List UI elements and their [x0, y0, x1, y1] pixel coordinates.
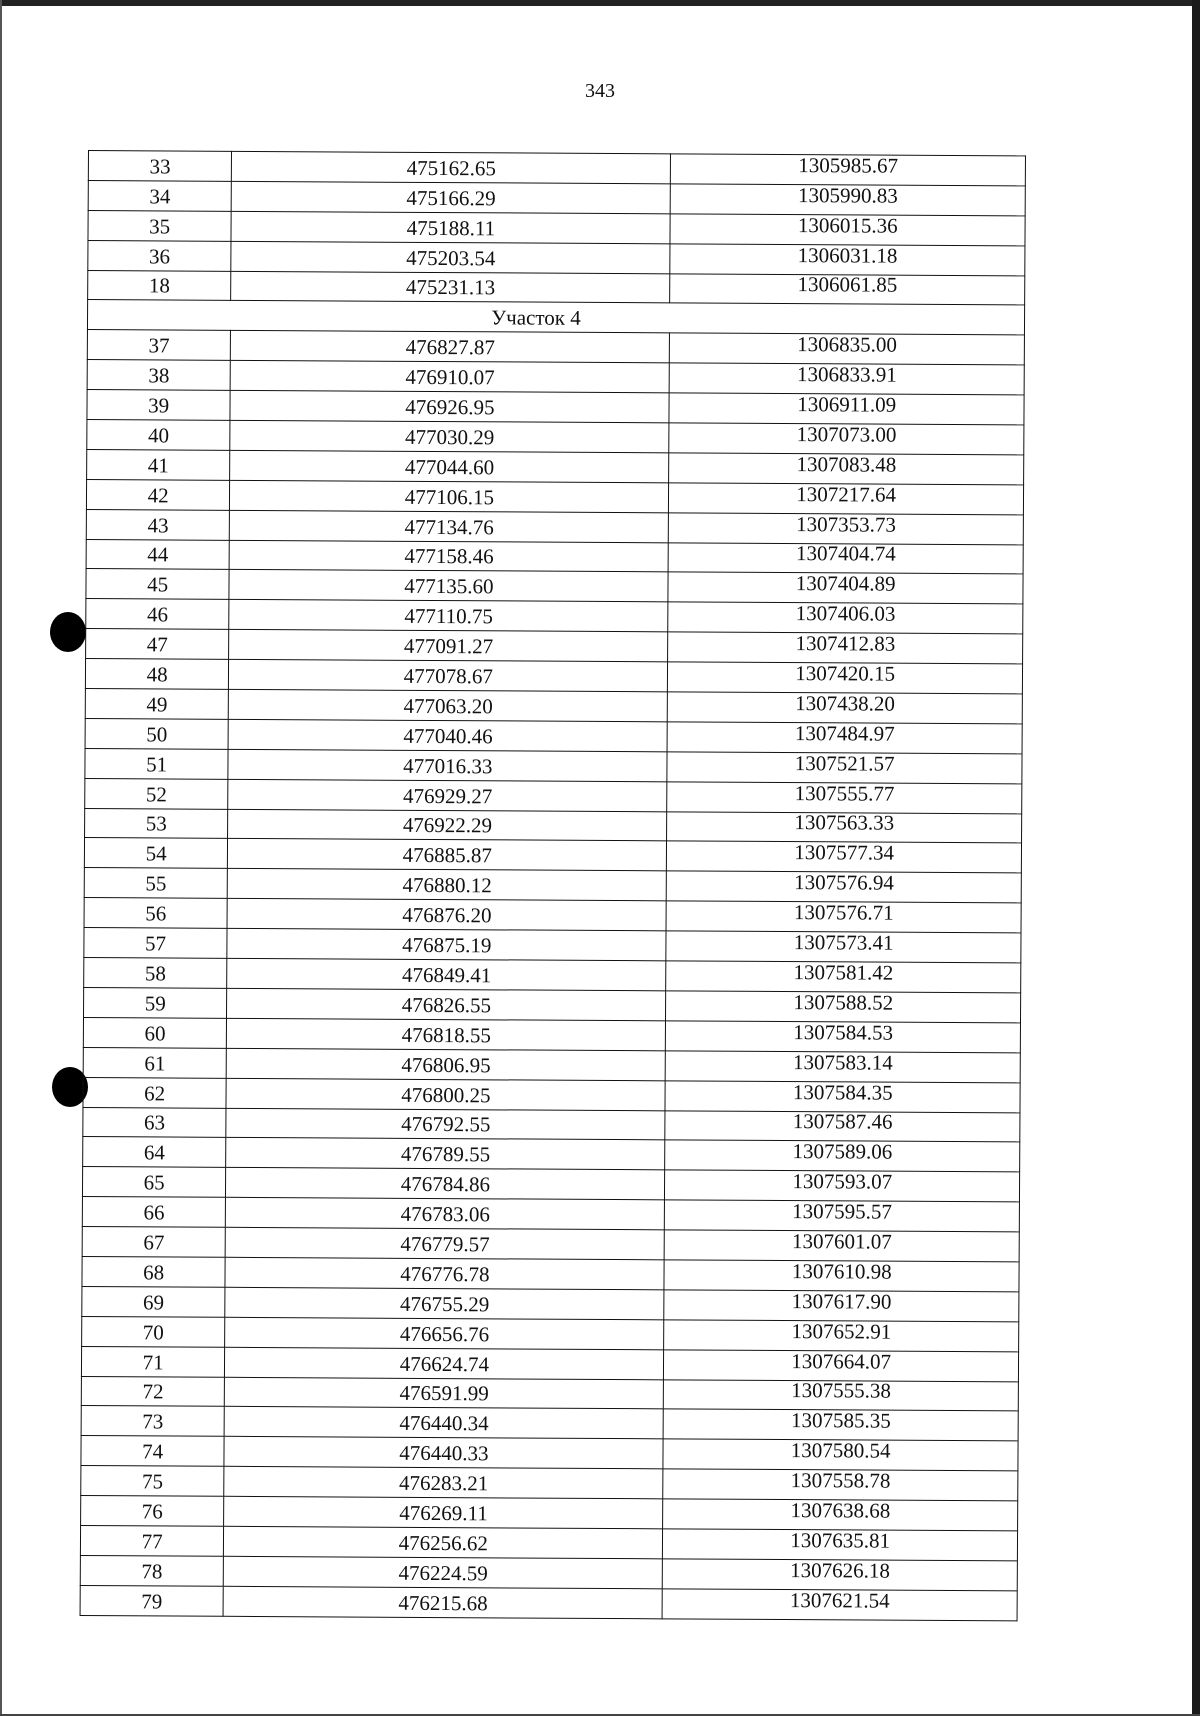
x-coordinate-text: 476779.57: [400, 1231, 490, 1257]
point-number-text: 61: [144, 1050, 166, 1076]
point-number-text: 73: [142, 1409, 164, 1434]
point-number-cell: [85, 718, 228, 749]
point-number-text: 78: [141, 1559, 163, 1584]
x-coordinate-cell: [230, 420, 669, 452]
y-coordinate-text: 1306911.09: [797, 392, 897, 417]
point-number-text: 51: [146, 752, 168, 777]
point-number-text: 60: [144, 1021, 166, 1046]
y-coordinate-text: 1307587.46: [792, 1109, 893, 1135]
x-coordinate-text: 476215.68: [398, 1590, 488, 1615]
point-number-text: 35: [149, 214, 171, 239]
x-coordinate-cell: [228, 839, 667, 871]
y-coordinate-text: 1306833.91: [796, 362, 897, 387]
y-coordinate-cell: [669, 483, 1024, 515]
point-number-cell: [87, 330, 230, 361]
point-number-text: 50: [146, 722, 168, 747]
x-coordinate-cell: [228, 719, 667, 751]
x-coordinate-text: 476875.19: [402, 932, 492, 958]
x-coordinate-text: 476849.41: [401, 962, 492, 988]
x-coordinate-text: 476910.07: [405, 364, 495, 390]
y-coordinate-cell: [668, 692, 1023, 724]
scan-edge-left: [0, 0, 2, 1716]
y-coordinate-cell: [670, 273, 1025, 305]
x-coordinate-text: 476818.55: [401, 1022, 491, 1048]
x-coordinate-cell: [231, 331, 670, 363]
y-coordinate-text: 1307083.48: [796, 451, 897, 477]
y-coordinate-text: 1305985.67: [798, 152, 899, 178]
x-coordinate-cell: [224, 1556, 663, 1588]
point-number-cell: [86, 629, 229, 660]
y-coordinate-cell: [670, 244, 1025, 276]
point-number-cell: [86, 539, 229, 570]
y-coordinate-text: 1307638.68: [790, 1498, 891, 1523]
x-coordinate-text: 476224.59: [398, 1560, 488, 1586]
y-coordinate-text: 1306031.18: [797, 242, 898, 268]
x-coordinate-cell: [227, 899, 666, 931]
point-number-cell: [85, 778, 228, 809]
x-coordinate-text: 477044.60: [404, 454, 495, 480]
x-coordinate-cell: [229, 659, 668, 691]
point-number-cell: [85, 808, 228, 839]
point-number-cell: [87, 390, 230, 421]
point-number-text: 44: [147, 542, 169, 567]
x-coordinate-text: 477134.76: [404, 514, 494, 539]
y-coordinate-text: 1307617.90: [791, 1288, 892, 1314]
x-coordinate-text: 476784.86: [400, 1171, 491, 1197]
x-coordinate-text: 477110.75: [404, 604, 493, 629]
point-number-text: 45: [147, 572, 169, 597]
x-coordinate-cell: [227, 928, 666, 960]
x-coordinate-cell: [228, 749, 667, 781]
y-coordinate-cell: [665, 1170, 1020, 1202]
y-coordinate-cell: [667, 841, 1022, 873]
point-number-cell: [85, 659, 228, 690]
y-coordinate-cell: [665, 1080, 1020, 1112]
point-number-cell: [86, 479, 229, 510]
y-coordinate-cell: [666, 1021, 1021, 1053]
x-coordinate-text: 476827.87: [405, 335, 495, 360]
y-coordinate-cell: [670, 363, 1025, 395]
x-coordinate-cell: [227, 988, 666, 1020]
point-number-cell: [88, 270, 231, 301]
x-coordinate-cell: [230, 450, 669, 482]
y-coordinate-text: 1307438.20: [795, 691, 895, 716]
x-coordinate-cell: [226, 1078, 665, 1110]
x-coordinate-text: 477091.27: [403, 633, 494, 659]
x-coordinate-text: 475203.54: [406, 245, 496, 270]
y-coordinate-text: 1307601.07: [791, 1229, 892, 1254]
x-coordinate-text: 476792.55: [401, 1112, 491, 1137]
x-coordinate-cell: [225, 1257, 664, 1289]
y-coordinate-cell: [664, 1379, 1019, 1411]
point-number-cell: [86, 509, 229, 540]
point-number-cell: [86, 599, 229, 630]
y-coordinate-text: 1307581.42: [793, 960, 894, 985]
point-number-text: 64: [143, 1140, 165, 1165]
y-coordinate-text: 1307563.33: [794, 810, 895, 836]
x-coordinate-text: 476926.95: [405, 394, 495, 420]
point-number-text: 71: [142, 1349, 164, 1374]
y-coordinate-text: 1307584.35: [792, 1079, 893, 1105]
x-coordinate-cell: [231, 271, 670, 303]
x-coordinate-text: 476789.55: [400, 1142, 491, 1167]
x-coordinate-text: 476826.55: [401, 992, 492, 1018]
point-number-text: 77: [141, 1529, 163, 1554]
x-coordinate-text: 476256.62: [398, 1530, 489, 1556]
x-coordinate-cell: [225, 1317, 664, 1349]
point-number-text: 43: [147, 512, 169, 538]
x-coordinate-text: 476283.21: [398, 1470, 489, 1496]
x-coordinate-cell: [229, 689, 668, 721]
x-coordinate-cell: [229, 600, 668, 632]
y-coordinate-cell: [670, 333, 1025, 365]
x-coordinate-cell: [227, 958, 666, 990]
point-number-text: 37: [148, 333, 170, 358]
x-coordinate-text: 476806.95: [401, 1052, 491, 1077]
point-number-text: 18: [148, 273, 170, 298]
x-coordinate-text: 477063.20: [403, 693, 493, 719]
point-number-cell: [83, 1077, 226, 1108]
point-number-text: 70: [142, 1319, 164, 1345]
y-coordinate-cell: [669, 423, 1024, 455]
point-number-cell: [80, 1585, 223, 1616]
x-coordinate-cell: [224, 1466, 663, 1498]
x-coordinate-cell: [226, 1197, 665, 1229]
x-coordinate-cell: [228, 869, 667, 901]
y-coordinate-cell: [666, 961, 1021, 993]
scan-edge-right: [1192, 0, 1200, 1716]
point-number-cell: [83, 1017, 226, 1048]
x-coordinate-text: 477030.29: [405, 424, 495, 450]
x-coordinate-text: 477106.15: [404, 484, 495, 510]
y-coordinate-cell: [668, 572, 1023, 604]
point-number-text: 38: [148, 363, 170, 388]
y-coordinate-text: 1307652.91: [791, 1318, 892, 1344]
x-coordinate-cell: [230, 390, 669, 422]
x-coordinate-cell: [230, 510, 669, 542]
y-coordinate-text: 1307595.57: [792, 1199, 893, 1224]
point-number-cell: [81, 1496, 224, 1527]
y-coordinate-text: 1307484.97: [794, 720, 895, 746]
point-number-text: 42: [147, 483, 169, 508]
y-coordinate-text: 1306835.00: [797, 332, 898, 357]
y-coordinate-text: 1307555.77: [794, 780, 895, 806]
x-coordinate-cell: [224, 1437, 663, 1469]
point-number-cell: [88, 210, 231, 241]
point-number-text: 47: [146, 632, 168, 657]
y-coordinate-cell: [663, 1559, 1018, 1591]
point-number-text: 36: [148, 243, 171, 269]
point-number-text: 55: [145, 871, 167, 896]
y-coordinate-text: 1307412.83: [795, 631, 896, 656]
point-number-cell: [87, 420, 230, 451]
x-coordinate-cell: [232, 151, 671, 183]
point-number-cell: [82, 1286, 225, 1317]
point-number-cell: [82, 1316, 225, 1347]
coordinates-table-body: [80, 151, 1025, 1621]
point-number-text: 46: [146, 602, 169, 627]
x-coordinate-cell: [228, 809, 667, 841]
y-coordinate-cell: [663, 1409, 1018, 1441]
x-coordinate-cell: [226, 1138, 665, 1170]
x-coordinate-cell: [225, 1227, 664, 1259]
y-coordinate-text: 1307353.73: [796, 511, 896, 537]
y-coordinate-text: 1307406.03: [795, 601, 896, 626]
point-number-cell: [86, 569, 229, 600]
y-coordinate-cell: [665, 1110, 1020, 1142]
point-number-text: 40: [147, 423, 170, 448]
y-coordinate-cell: [667, 871, 1022, 903]
x-coordinate-text: 477158.46: [404, 544, 494, 569]
y-coordinate-cell: [669, 393, 1024, 425]
y-coordinate-text: 1307555.38: [791, 1378, 891, 1404]
y-coordinate-text: 1307073.00: [796, 421, 897, 447]
y-coordinate-text: 1307580.54: [790, 1438, 891, 1463]
x-coordinate-text: 476929.27: [402, 783, 493, 808]
point-number-text: 69: [142, 1290, 165, 1315]
y-coordinate-text: 1307664.07: [791, 1348, 892, 1374]
x-coordinate-text: 476624.74: [399, 1351, 490, 1376]
y-coordinate-cell: [664, 1320, 1019, 1352]
point-number-text: 48: [146, 662, 168, 687]
x-coordinate-cell: [225, 1377, 664, 1409]
point-number-text: 74: [142, 1439, 164, 1464]
x-coordinate-text: 476440.33: [399, 1441, 489, 1466]
y-coordinate-cell: [663, 1469, 1018, 1501]
y-coordinate-cell: [666, 931, 1021, 963]
scan-edge-top: [0, 0, 1200, 6]
point-number-text: 62: [144, 1080, 166, 1105]
y-coordinate-cell: [668, 602, 1023, 634]
point-number-cell: [88, 180, 231, 211]
y-coordinate-cell: [668, 662, 1023, 694]
y-coordinate-cell: [664, 1349, 1019, 1381]
x-coordinate-text: 476591.99: [399, 1381, 489, 1406]
y-coordinate-cell: [667, 752, 1022, 784]
point-number-text: 59: [144, 991, 166, 1016]
x-coordinate-cell: [224, 1407, 663, 1439]
y-coordinate-cell: [663, 1529, 1018, 1561]
point-number-text: 72: [142, 1379, 164, 1404]
x-coordinate-text: 476885.87: [402, 843, 492, 868]
point-number-cell: [85, 748, 228, 779]
y-coordinate-cell: [671, 184, 1026, 216]
y-coordinate-text: 1307610.98: [791, 1258, 892, 1284]
y-coordinate-cell: [669, 453, 1024, 485]
x-coordinate-cell: [230, 361, 669, 393]
x-coordinate-cell: [231, 211, 670, 243]
x-coordinate-text: 476800.25: [401, 1082, 491, 1107]
point-number-text: 54: [145, 841, 167, 866]
point-number-text: 68: [143, 1260, 165, 1285]
point-number-text: 58: [144, 961, 166, 986]
y-coordinate-text: 1307420.15: [795, 661, 896, 686]
x-coordinate-cell: [229, 630, 668, 662]
x-coordinate-text: 477078.67: [403, 663, 494, 689]
y-coordinate-text: 1307217.64: [796, 481, 897, 507]
point-number-text: 33: [149, 154, 171, 179]
point-number-cell: [82, 1227, 225, 1258]
x-coordinate-cell: [230, 480, 669, 512]
point-number-text: 49: [146, 692, 168, 717]
x-coordinate-cell: [231, 181, 670, 213]
y-coordinate-text: 1307588.52: [793, 989, 894, 1015]
x-coordinate-cell: [229, 570, 668, 602]
y-coordinate-text: 1307576.71: [793, 900, 894, 925]
section-title: Участок 4: [491, 305, 581, 331]
y-coordinate-text: 1306015.36: [797, 212, 898, 238]
y-coordinate-text: 1307404.89: [795, 571, 896, 597]
point-number-text: 76: [141, 1499, 163, 1524]
point-number-cell: [81, 1346, 224, 1377]
point-number-cell: [82, 1167, 225, 1198]
x-coordinate-text: 475162.65: [406, 155, 496, 181]
x-coordinate-cell: [229, 540, 668, 572]
y-coordinate-cell: [667, 782, 1022, 814]
y-coordinate-cell: [665, 1230, 1020, 1262]
y-coordinate-cell: [667, 811, 1022, 843]
y-coordinate-text: 1306061.85: [797, 272, 898, 298]
point-number-text: 75: [141, 1469, 164, 1494]
point-number-text: 41: [147, 453, 169, 478]
y-coordinate-text: 1307635.81: [790, 1527, 891, 1553]
point-number-cell: [84, 987, 227, 1018]
x-coordinate-text: 476876.20: [402, 902, 492, 928]
x-coordinate-cell: [228, 779, 667, 811]
y-coordinate-cell: [667, 722, 1022, 754]
point-number-cell: [84, 928, 227, 959]
point-number-cell: [82, 1197, 225, 1228]
point-number-cell: [87, 360, 230, 391]
y-coordinate-cell: [665, 1200, 1020, 1232]
point-number-cell: [88, 240, 231, 271]
point-number-cell: [85, 689, 228, 720]
y-coordinate-cell: [671, 154, 1026, 186]
y-coordinate-text: 1307593.07: [792, 1169, 893, 1194]
x-coordinate-text: 476755.29: [400, 1291, 490, 1317]
y-coordinate-cell: [663, 1499, 1018, 1531]
y-coordinate-cell: [669, 513, 1024, 545]
x-coordinate-text: 477135.60: [404, 574, 494, 599]
y-coordinate-cell: [666, 1051, 1021, 1083]
x-coordinate-cell: [226, 1048, 665, 1080]
point-number-cell: [84, 868, 227, 899]
point-number-cell: [84, 898, 227, 929]
x-coordinate-text: 476269.11: [399, 1500, 488, 1526]
y-coordinate-cell: [663, 1439, 1018, 1471]
x-coordinate-cell: [224, 1526, 663, 1558]
x-coordinate-text: 475166.29: [406, 185, 496, 211]
y-coordinate-text: 1307577.34: [794, 840, 895, 866]
y-coordinate-text: 1307589.06: [792, 1139, 893, 1164]
x-coordinate-text: 477016.33: [403, 753, 493, 779]
y-coordinate-text: 1307585.35: [790, 1408, 891, 1433]
point-number-text: 39: [148, 393, 170, 418]
point-number-cell: [80, 1555, 223, 1586]
y-coordinate-text: 1307583.14: [793, 1049, 893, 1075]
point-number-cell: [81, 1406, 224, 1437]
y-coordinate-cell: [662, 1589, 1017, 1621]
point-number-cell: [88, 151, 231, 182]
point-number-text: 66: [143, 1200, 165, 1225]
y-coordinate-cell: [670, 214, 1025, 246]
y-coordinate-cell: [666, 991, 1021, 1023]
point-number-text: 56: [145, 901, 167, 926]
point-number-cell: [83, 1047, 226, 1078]
x-coordinate-cell: [226, 1168, 665, 1200]
point-number-cell: [84, 958, 227, 989]
x-coordinate-cell: [224, 1496, 663, 1528]
point-number-text: 53: [145, 811, 167, 836]
y-coordinate-text: 1307621.54: [789, 1587, 890, 1613]
x-coordinate-text: 476776.78: [400, 1261, 490, 1287]
x-coordinate-text: 477040.46: [403, 723, 493, 749]
point-number-cell: [81, 1466, 224, 1497]
point-number-cell: [84, 838, 227, 869]
x-coordinate-cell: [225, 1287, 664, 1319]
point-number-cell: [81, 1436, 224, 1467]
y-coordinate-text: 1307576.94: [794, 870, 894, 895]
point-number-cell: [83, 1107, 226, 1138]
x-coordinate-text: 476783.06: [400, 1201, 490, 1227]
table-row: [80, 1585, 1017, 1620]
y-coordinate-cell: [668, 632, 1023, 664]
point-number-cell: [87, 449, 230, 480]
x-coordinate-cell: [226, 1108, 665, 1140]
y-coordinate-text: 1307521.57: [794, 750, 895, 776]
x-coordinate-cell: [223, 1586, 662, 1618]
point-number-text: 67: [143, 1230, 165, 1255]
x-coordinate-text: 476880.12: [402, 873, 492, 898]
x-coordinate-text: 476656.76: [399, 1321, 490, 1346]
x-coordinate-cell: [227, 1018, 666, 1050]
x-coordinate-text: 475188.11: [406, 215, 496, 241]
point-number-text: 79: [141, 1588, 163, 1614]
point-number-text: 63: [143, 1110, 166, 1135]
x-coordinate-cell: [225, 1347, 664, 1379]
point-number-cell: [83, 1137, 226, 1168]
point-number-text: 34: [149, 184, 171, 209]
y-coordinate-cell: [664, 1260, 1019, 1292]
x-coordinate-text: 476440.34: [399, 1411, 489, 1436]
y-coordinate-text: 1307558.78: [790, 1468, 891, 1493]
y-coordinate-text: 1305990.83: [797, 182, 898, 208]
y-coordinate-cell: [664, 1290, 1019, 1322]
point-number-text: 65: [143, 1170, 165, 1195]
y-coordinate-text: 1307404.74: [795, 541, 896, 567]
point-number-cell: [80, 1525, 223, 1556]
x-coordinate-text: 475231.13: [405, 275, 496, 300]
y-coordinate-cell: [666, 901, 1021, 933]
punch-hole: [50, 612, 86, 652]
point-number-text: 52: [145, 781, 168, 807]
y-coordinate-cell: [668, 542, 1023, 574]
point-number-cell: [82, 1256, 225, 1287]
y-coordinate-text: 1307626.18: [790, 1557, 890, 1583]
y-coordinate-text: 1307584.53: [793, 1019, 894, 1045]
y-coordinate-text: 1307573.41: [793, 930, 894, 955]
x-coordinate-text: 476922.29: [402, 813, 493, 838]
coordinates-table: [80, 150, 1026, 1621]
page-number: 343: [585, 80, 615, 102]
x-coordinate-cell: [231, 241, 670, 273]
y-coordinate-cell: [665, 1140, 1020, 1172]
point-number-text: 57: [145, 931, 167, 956]
point-number-cell: [81, 1376, 224, 1407]
